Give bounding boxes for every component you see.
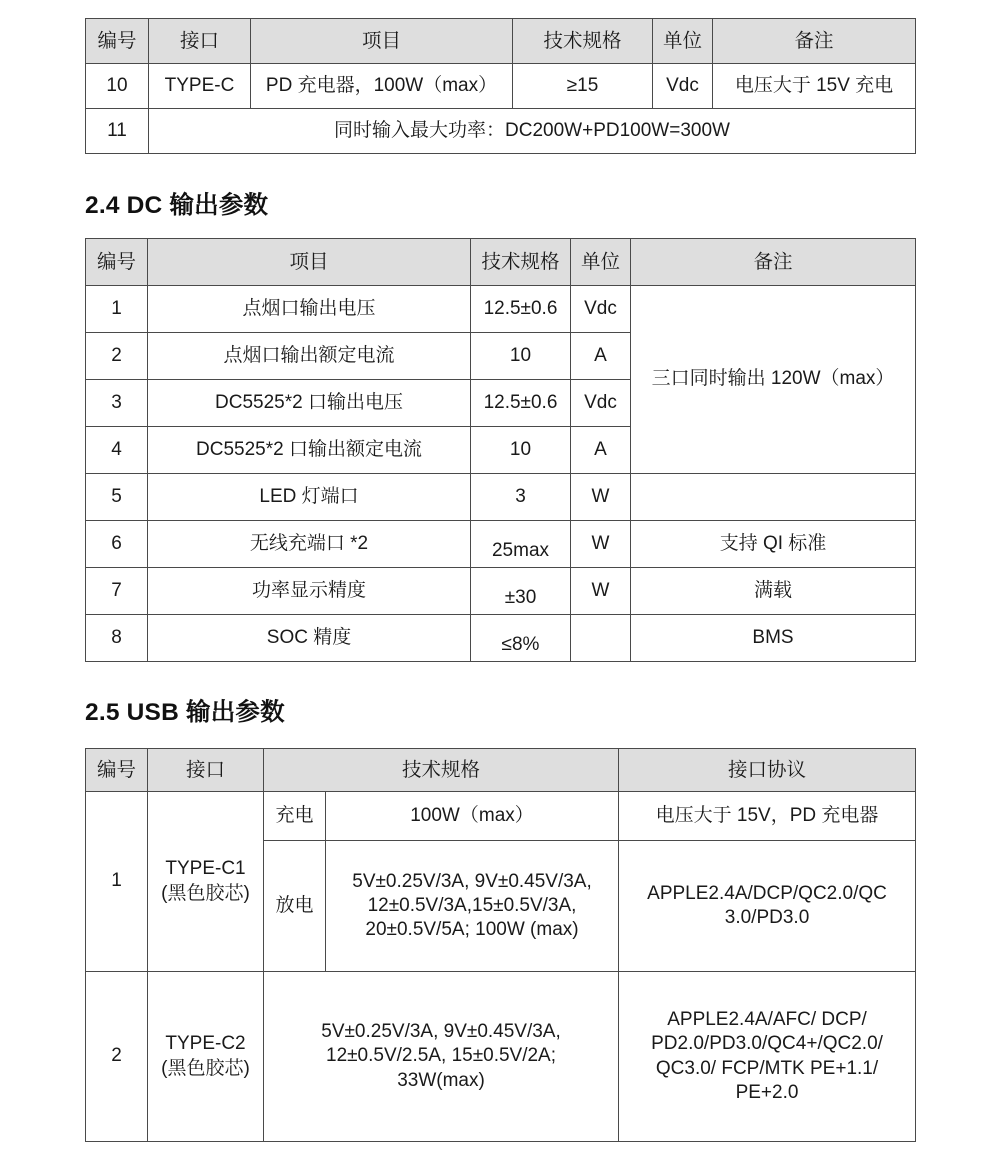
table-row [86,521,916,568]
cell-item: SOC 精度 [148,615,471,662]
protocol-line: PE+2.0 [735,1081,799,1103]
cell-item: LED 灯端口 [148,474,471,521]
protocol-line: QC3.0/ FCP/MTK PE+1.1/ [655,1057,879,1079]
cell-unit: Vdc [571,380,631,427]
header-cell-spec: 技术规格 [264,749,619,792]
cell-unit [571,615,631,662]
header-cell-unit: 单位 [571,239,631,286]
cell-spec: ≥15 [513,64,653,109]
table-row [86,568,916,615]
cell-unit: Vdc [653,64,713,109]
cell-no: 3 [86,380,148,427]
protocol-line: APPLE2.4A/DCP/QC2.0/QC [647,882,887,904]
cell-merged-remark: 三口同时输出 120W（max） [631,286,916,474]
cell-no: 2 [86,972,148,1142]
table-header-row [86,749,916,792]
cell-unit: A [571,333,631,380]
spec-line: 12±0.5V/2.5A, 15±0.5V/2A; [326,1045,557,1067]
cell-interface [148,972,264,1142]
cell-spec: 10 [471,427,571,474]
header-cell-unit: 单位 [653,19,713,64]
cell-spec: ≤8% [471,622,571,669]
dc-output-parameters-table [85,238,916,662]
table-row [86,615,916,662]
table-row-full-width [86,109,916,154]
cell-unit: W [571,521,631,568]
header-cell-interface: 接口 [148,749,264,792]
header-cell-no: 编号 [86,19,149,64]
header-cell-remark: 备注 [713,19,916,64]
cell-spec: ±30 [471,575,571,622]
cell-discharge-label: 放电 [264,841,326,972]
cell-protocol [619,972,916,1142]
cell-unit: A [571,427,631,474]
table-row [86,972,916,1142]
header-cell-no: 编号 [86,239,148,286]
input-parameters-table [85,18,916,154]
cell-spec: 12.5±0.6 [471,380,571,427]
section-heading-dc-output: 2.4 DC 输出参数 [85,192,269,219]
cell-remark: BMS [631,615,916,662]
cell-spec [264,972,619,1142]
cell-interface: TYPE-C [149,64,251,109]
header-cell-protocol: 接口协议 [619,749,916,792]
cell-remark: 满载 [631,568,916,615]
cell-item: 无线充端口 *2 [148,521,471,568]
cell-no: 6 [86,521,148,568]
table-row [86,64,916,109]
cell-no: 4 [86,427,148,474]
protocol-line: APPLE2.4A/AFC/ DCP/ [667,1008,867,1030]
interface-name: TYPE-C2 [165,1033,246,1055]
cell-unit: Vdc [571,286,631,333]
cell-spec: 12.5±0.6 [471,286,571,333]
cell-no: 5 [86,474,148,521]
interface-note: (黑色胶芯) [161,882,250,904]
spec-line: 5V±0.25V/3A, 9V±0.45V/3A, [352,870,592,892]
header-cell-item: 项目 [251,19,513,64]
cell-item: 点烟口输出额定电流 [148,333,471,380]
cell-no: 7 [86,568,148,615]
header-cell-no: 编号 [86,749,148,792]
header-cell-remark: 备注 [631,239,916,286]
cell-item: 功率显示精度 [148,568,471,615]
usb-output-parameters-table [85,748,916,1142]
cell-discharge-spec [326,841,619,972]
header-cell-spec: 技术规格 [471,239,571,286]
cell-charge-spec: 100W（max） [326,792,619,841]
cell-charge-protocol: 电压大于 15V，PD 充电器 [619,792,916,841]
cell-spec: 25max [471,528,571,575]
header-cell-spec: 技术规格 [513,19,653,64]
table-row [86,286,916,333]
cell-spec: 3 [471,474,571,521]
cell-charge-label: 充电 [264,792,326,841]
cell-item: 点烟口输出电压 [148,286,471,333]
section-heading-usb-output: 2.5 USB 输出参数 [85,699,285,726]
table-header-row [86,19,916,64]
interface-note: (黑色胶芯) [161,1057,250,1079]
protocol-line: 3.0/PD3.0 [724,907,810,928]
table-row [86,474,916,521]
spec-line: 12±0.5V/3A,15±0.5V/3A, [367,894,577,916]
cell-remark [631,474,916,521]
cell-spec: 10 [471,333,571,380]
header-cell-item: 项目 [148,239,471,286]
cell-no: 1 [86,286,148,333]
cell-unit: W [571,568,631,615]
cell-item: PD 充电器，100W（max） [251,64,513,109]
spec-line: 5V±0.25V/3A, 9V±0.45V/3A, [321,1021,561,1043]
spec-line: 33W(max) [397,1069,485,1091]
cell-remark: 支持 QI 标准 [631,521,916,568]
cell-interface [148,792,264,972]
spec-line: 20±0.5V/5A; 100W (max) [365,919,579,941]
cell-no: 10 [86,64,149,109]
cell-unit: W [571,474,631,521]
cell-discharge-protocol [619,841,916,972]
table-row [86,792,916,841]
protocol-line: PD2.0/PD3.0/QC4+/QC2.0/ [651,1033,883,1055]
interface-name: TYPE-C1 [165,858,246,880]
table-header-row [86,239,916,286]
cell-no: 8 [86,615,148,662]
cell-item: DC5525*2 口输出电压 [148,380,471,427]
cell-item: DC5525*2 口输出额定电流 [148,427,471,474]
cell-merged-note: 同时输入最大功率：DC200W+PD100W=300W [149,109,916,154]
header-cell-interface: 接口 [149,19,251,64]
cell-remark: 电压大于 15V 充电 [713,64,916,109]
cell-no: 1 [86,792,148,972]
cell-no: 11 [86,109,149,154]
cell-no: 2 [86,333,148,380]
